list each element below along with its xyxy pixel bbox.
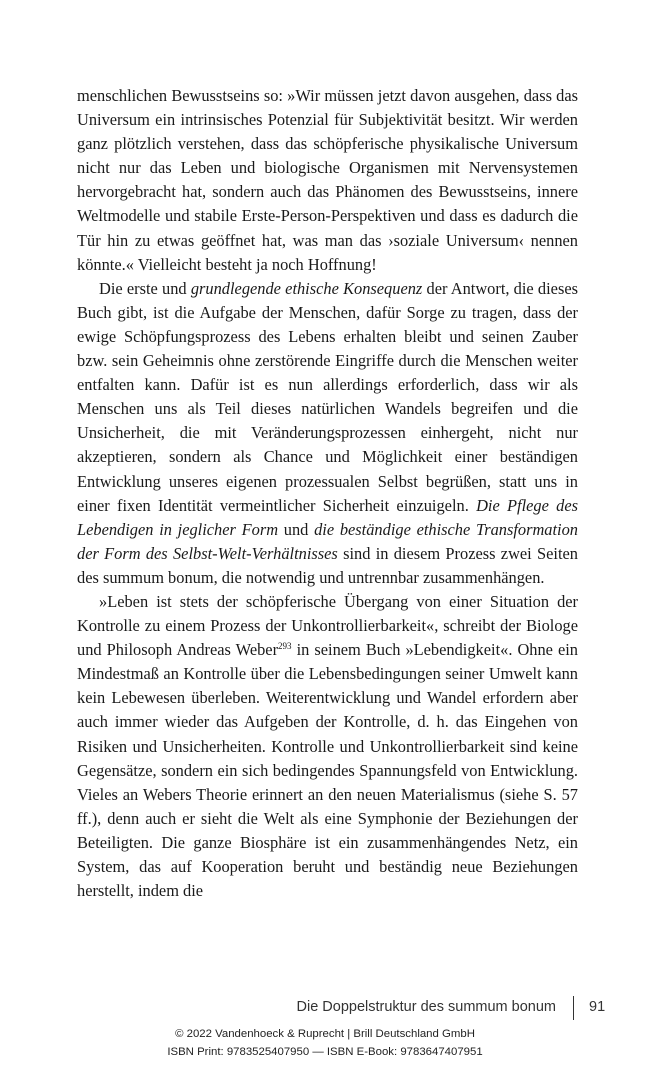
paragraph-2-text-4: sind in diesem Prozess zwei Seiten des summum bonum, die notwendig und untrennbar zusammenhängen. [77,543,578,587]
paragraph-2-emphasis-3: die beständige ethische Transformation der Form des Selbst-Welt-Verhältnisses [77,519,578,563]
body-text [77,84,578,903]
copyright-line: © 2022 Vandenhoeck & Ruprecht | Brill Deutschland GmbH [175,1028,475,1040]
paragraph-3-text-1: »Leben ist stets der schöpferische Übergang von einer Situation der Kontrolle zu einem Prozess der Unkontrollierbarkeit«, schreibt der Biologe und Philosoph Andreas Weber [77,591,578,660]
paragraph-2-text-3: und [278,519,315,539]
footnote-reference[interactable]: 293 [278,641,292,652]
page-number: 91 [589,999,606,1015]
isbn-line: ISBN Print: 9783525407950 — ISBN E-Book: 9783647407951 [167,1046,483,1058]
paragraph-2-text-1: Die erste und [99,278,191,298]
running-footer [220,996,606,1022]
paragraph-2-emphasis-1: grundlegende ethische Konsequenz [190,278,423,298]
paragraph-2-text-2: der Antwort, die dieses Buch gibt, ist die Aufgabe der Menschen, dafür Sorge zu tragen, dass der ewige Schöpfungsprozess des Lebens erhalten bleibt und seinen Zauber bzw. sein Geheimnis ohne zerstörende Eingriffe durch die Menschen weiter entfalten kann. Dafür ist es nun allerdings erforderlich, dass wir als Menschen uns als Teil dieses natürlichen Wandels begreifen und die Unsicherheit, die mit Veränderungsprozessen einhergeht, nicht nur akzeptieren, sondern als Chance und Möglichkeit einer beständigen Entwicklung unseres eigenen prozessualen Selbst begrüßen, statt uns in einer fixen Identität vermeintlicher Sicherheit einzuigeln. [77,278,578,515]
paragraph-2 [77,277,578,590]
paragraph-2-emphasis-2: Die Pflege des Lebendigen in jeglicher Form [77,495,578,539]
footer-divider [573,996,574,1020]
paragraph-1 [77,84,578,277]
paragraph-3-text-2: in seinem Buch »Lebendigkeit«. Ohne ein Mindestmaß an Kontrolle über die Lebensbedingungen seiner Umwelt kann kein Lebewesen überleben. Weiterentwicklung und Wandel erfordern aber auch immer wieder das Aufgeben der Kontrolle, d. h. das Eingehen von Risiken und Unsicherheiten. Kontrolle und Unkontrollierbarkeit sind keine Gegensätze, sondern ein sich bedingendes Spannungsfeld von Entwicklung. Vieles an Webers Theorie erinnert an den neuen Materialismus (siehe S. 57 ff.), denn auch er sieht die Welt als eine Symphonie der Beziehungen der Beteiligten. Die ganze Biosphäre ist ein zusammenhängendes Netz, ein System, das auf Kooperation beruht und beständig neue Beziehungen herstellt, indem die [77,640,579,901]
paragraph-1-text: menschlichen Bewusstseins so: »Wir müssen jetzt davon ausgehen, dass das Universum ein intrinsisches Potenzial für Subjektivität besitzt. Wir werden ganz plötzlich verstehen, dass das schöpferische physikalische Universum nicht nur das Leben und biologische Organismen mit Nervensystemen hervorgebracht hat, sondern auch das Phänomen des Bewusstseins, innere Weltmodelle und stabile Erste-Person-Perspektiven und dass es dadurch die Tür hin zu etwas geöffnet hat, was man das ›soziale Universum‹ nennen könnte.« Vielleicht besteht ja noch Hoffnung! [77,86,578,274]
section-title: Die Doppelstruktur des summum bonum [296,999,556,1015]
paragraph-3 [77,590,578,903]
